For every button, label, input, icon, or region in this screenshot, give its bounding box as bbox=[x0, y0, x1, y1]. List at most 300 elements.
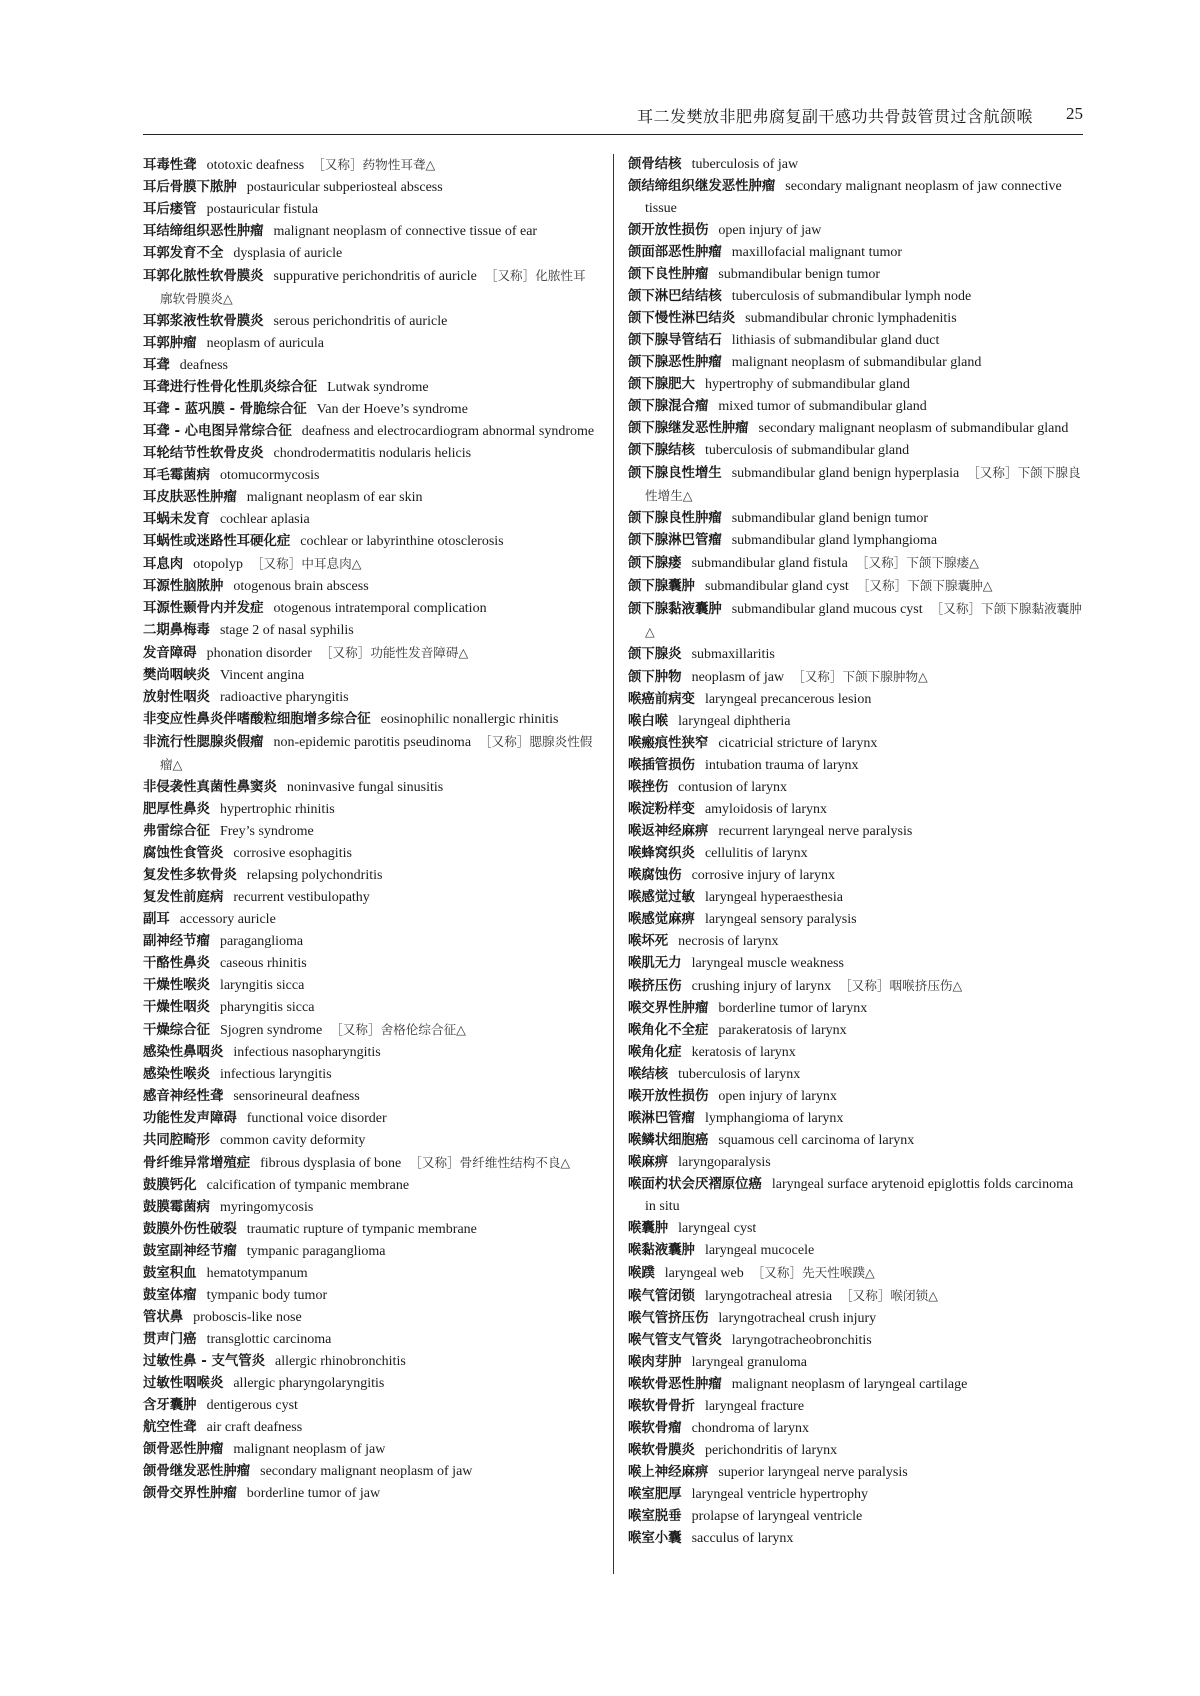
term-chinese: 喉肉芽肿 bbox=[628, 1355, 682, 1370]
term-entry bbox=[628, 1108, 1083, 1130]
term-english: otomucormycosis bbox=[219, 468, 320, 483]
term-synonym-note: ［又称］先天性喉蹼△ bbox=[751, 1265, 875, 1280]
term-entry bbox=[143, 177, 598, 199]
term-english: laryngeal diphtheria bbox=[678, 714, 791, 729]
term-english: otogenous brain abscess bbox=[233, 579, 369, 594]
term-entry bbox=[628, 1330, 1083, 1352]
term-chinese: 喉麻痹 bbox=[628, 1155, 669, 1170]
term-entry bbox=[143, 1329, 598, 1351]
term-english: submandibular gland mucous cyst bbox=[731, 602, 923, 617]
left-column bbox=[143, 154, 598, 1505]
term-english: malignant neoplasm of laryngeal cartilage bbox=[731, 1377, 968, 1392]
term-english: postauricular fistula bbox=[206, 202, 319, 217]
term-chinese: 喉室肥厚 bbox=[628, 1487, 682, 1502]
term-chinese: 颌下腺淋巴管瘤 bbox=[628, 533, 722, 548]
term-english: lithiasis of submandibular gland duct bbox=[731, 333, 940, 348]
term-english: malignant neoplasm of connective tissue of ear bbox=[273, 224, 538, 239]
term-chinese: 喉交界性肿瘤 bbox=[628, 1001, 709, 1016]
term-english: non-epidemic parotitis pseudinoma bbox=[273, 735, 472, 750]
term-english: paraganglioma bbox=[219, 934, 304, 949]
term-entry bbox=[143, 154, 598, 177]
term-english: keratosis of larynx bbox=[691, 1045, 796, 1060]
term-entry bbox=[143, 1108, 598, 1130]
term-chinese: 颌下腺混合瘤 bbox=[628, 399, 709, 414]
term-entry bbox=[143, 1219, 598, 1241]
term-entry bbox=[628, 1042, 1083, 1064]
term-chinese: 喉挤压伤 bbox=[628, 979, 682, 994]
term-entry bbox=[628, 418, 1083, 440]
term-entry bbox=[628, 440, 1083, 462]
term-entry bbox=[143, 887, 598, 909]
term-english: cicatricial stricture of larynx bbox=[718, 736, 878, 751]
term-chinese: 耳郭肿瘤 bbox=[143, 336, 197, 351]
term-english: stage 2 of nasal syphilis bbox=[219, 623, 354, 638]
term-chinese: 颌下腺良性肿瘤 bbox=[628, 511, 722, 526]
term-chinese: 鼓膜霉菌病 bbox=[143, 1200, 210, 1215]
term-english: ototoxic deafness bbox=[206, 158, 305, 173]
term-english: radioactive pharyngitis bbox=[219, 690, 349, 705]
term-chinese: 鼓室副神经节瘤 bbox=[143, 1244, 237, 1259]
term-entry bbox=[143, 931, 598, 953]
term-chinese: 干酪性鼻炎 bbox=[143, 956, 210, 971]
term-chinese: 喉结核 bbox=[628, 1067, 669, 1082]
term-entry bbox=[628, 1285, 1083, 1308]
term-entry bbox=[143, 843, 598, 865]
term-entry bbox=[628, 552, 1083, 575]
term-entry bbox=[628, 887, 1083, 909]
term-chinese: 非侵袭性真菌性鼻窦炎 bbox=[143, 780, 277, 795]
term-entry bbox=[143, 311, 598, 333]
term-english: traumatic rupture of tympanic membrane bbox=[246, 1222, 477, 1237]
term-chinese: 感染性鼻咽炎 bbox=[143, 1045, 224, 1060]
term-entry bbox=[628, 931, 1083, 953]
term-chinese: 副耳 bbox=[143, 912, 170, 927]
term-chinese: 耳蜗性或迷路性耳硬化症 bbox=[143, 534, 291, 549]
term-chinese: 腐蚀性食管炎 bbox=[143, 846, 224, 861]
term-chinese: 颌骨恶性肿瘤 bbox=[143, 1442, 224, 1457]
term-english: laryngeal sensory paralysis bbox=[704, 912, 857, 927]
term-entry bbox=[628, 1528, 1083, 1550]
term-entry bbox=[143, 221, 598, 243]
term-english: transglottic carcinoma bbox=[206, 1332, 332, 1347]
term-english: laryngeal mucocele bbox=[704, 1243, 815, 1258]
term-english: deafness bbox=[179, 358, 228, 373]
term-entry bbox=[143, 997, 598, 1019]
term-english: eosinophilic nonallergic rhinitis bbox=[380, 712, 559, 727]
term-english: borderline tumor of larynx bbox=[718, 1001, 868, 1016]
term-english: laryngeal muscle weakness bbox=[691, 956, 844, 971]
term-entry bbox=[628, 352, 1083, 374]
term-english: tuberculosis of submandibular gland bbox=[704, 443, 910, 458]
term-chinese: 含牙囊肿 bbox=[143, 1398, 197, 1413]
term-english: laryngeal cyst bbox=[678, 1221, 757, 1236]
term-english: recurrent laryngeal nerve paralysis bbox=[718, 824, 913, 839]
term-chinese: 管状鼻 bbox=[143, 1310, 184, 1325]
term-synonym-note: ［又称］中耳息肉△ bbox=[250, 556, 362, 571]
term-chinese: 共同腔畸形 bbox=[143, 1133, 210, 1148]
term-chinese: 颌下淋巴结结核 bbox=[628, 289, 722, 304]
term-chinese: 颌下腺肥大 bbox=[628, 377, 695, 392]
term-entry bbox=[628, 843, 1083, 865]
term-chinese: 感染性喉炎 bbox=[143, 1067, 210, 1082]
term-english: tuberculosis of jaw bbox=[691, 157, 799, 172]
term-entry bbox=[143, 598, 598, 620]
term-english: amyloidosis of larynx bbox=[704, 802, 828, 817]
term-entry bbox=[628, 1086, 1083, 1108]
term-chinese: 颌下腺黏液囊肿 bbox=[628, 602, 722, 617]
term-entry bbox=[143, 509, 598, 531]
term-english: secondary malignant neoplasm of jaw connective tissue bbox=[645, 179, 1062, 216]
term-chinese: 耳聋进行性骨化性肌炎综合征 bbox=[143, 380, 318, 395]
term-chinese: 过敏性咽喉炎 bbox=[143, 1376, 224, 1391]
term-english: accessory auricle bbox=[179, 912, 276, 927]
term-chinese: 过敏性鼻 - 支气管炎 bbox=[143, 1354, 266, 1369]
term-entry bbox=[628, 777, 1083, 799]
term-english: caseous rhinitis bbox=[219, 956, 307, 971]
term-chinese: 耳后骨膜下脓肿 bbox=[143, 180, 237, 195]
term-chinese: 喉鳞状细胞癌 bbox=[628, 1133, 709, 1148]
term-chinese: 鼓膜外伤性破裂 bbox=[143, 1222, 237, 1237]
term-entry bbox=[143, 1152, 598, 1175]
term-chinese: 喉气管闭锁 bbox=[628, 1289, 695, 1304]
term-english: common cavity deformity bbox=[219, 1133, 366, 1148]
term-english: infectious nasopharyngitis bbox=[233, 1045, 381, 1060]
term-chinese: 耳聋 bbox=[143, 358, 170, 373]
term-entry bbox=[628, 953, 1083, 975]
term-english: phonation disorder bbox=[206, 646, 312, 661]
term-entry bbox=[628, 689, 1083, 711]
term-entry bbox=[143, 821, 598, 843]
term-english: borderline tumor of jaw bbox=[246, 1486, 381, 1501]
term-chinese: 耳郭化脓性软骨膜炎 bbox=[143, 269, 264, 284]
term-entry bbox=[628, 799, 1083, 821]
term-entry bbox=[143, 1439, 598, 1461]
term-english: postauricular subperiosteal abscess bbox=[246, 180, 443, 195]
term-chinese: 干燥性咽炎 bbox=[143, 1000, 210, 1015]
term-chinese: 喉感觉过敏 bbox=[628, 890, 695, 905]
term-chinese: 颌下腺结核 bbox=[628, 443, 695, 458]
term-entry bbox=[628, 308, 1083, 330]
term-chinese: 颌下腺囊肿 bbox=[628, 579, 695, 594]
term-chinese: 喉室脱垂 bbox=[628, 1509, 682, 1524]
term-entry bbox=[628, 666, 1083, 689]
term-english: chondrodermatitis nodularis helicis bbox=[273, 446, 472, 461]
term-english: laryngoparalysis bbox=[678, 1155, 771, 1170]
term-entry bbox=[143, 443, 598, 465]
term-english: superior laryngeal nerve paralysis bbox=[718, 1465, 908, 1480]
term-english: laryngeal precancerous lesion bbox=[704, 692, 872, 707]
term-chinese: 喉软骨恶性肿瘤 bbox=[628, 1377, 722, 1392]
term-chinese: 耳源性颞骨内并发症 bbox=[143, 601, 264, 616]
term-entry bbox=[143, 576, 598, 598]
term-chinese: 放射性咽炎 bbox=[143, 690, 210, 705]
term-chinese: 喉气管支气管炎 bbox=[628, 1333, 722, 1348]
term-entry bbox=[143, 487, 598, 509]
term-entry bbox=[628, 286, 1083, 308]
term-english: open injury of jaw bbox=[718, 223, 822, 238]
term-english: recurrent vestibulopathy bbox=[233, 890, 370, 905]
term-entry bbox=[628, 1396, 1083, 1418]
term-entry bbox=[628, 176, 1083, 220]
term-chinese: 航空性聋 bbox=[143, 1420, 197, 1435]
term-synonym-note: ［又称］咽喉挤压伤△ bbox=[839, 978, 963, 993]
term-entry bbox=[143, 1064, 598, 1086]
term-entry bbox=[143, 953, 598, 975]
term-entry bbox=[628, 1484, 1083, 1506]
term-entry bbox=[143, 553, 598, 576]
term-english: functional voice disorder bbox=[246, 1111, 387, 1126]
term-entry bbox=[143, 399, 598, 421]
term-chinese: 骨纤维异常增殖症 bbox=[143, 1156, 251, 1171]
term-synonym-note: ［又称］药物性耳聋△ bbox=[312, 157, 436, 172]
term-english: dysplasia of auricle bbox=[233, 246, 343, 261]
term-entry bbox=[143, 421, 598, 443]
term-english: secondary malignant neoplasm of jaw bbox=[260, 1464, 473, 1479]
term-chinese: 喉气管挤压伤 bbox=[628, 1311, 709, 1326]
header-title: 耳二发樊放非肥弗腐复副干感功共骨鼓管贯过含航颌喉 bbox=[636, 107, 1033, 126]
term-english: malignant neoplasm of jaw bbox=[233, 1442, 386, 1457]
term-entry bbox=[143, 531, 598, 553]
term-chinese: 喉上神经麻痹 bbox=[628, 1465, 709, 1480]
term-english: calcification of tympanic membrane bbox=[206, 1178, 410, 1193]
term-chinese: 喉瘢痕性狭窄 bbox=[628, 736, 709, 751]
term-english: mixed tumor of submandibular gland bbox=[718, 399, 927, 414]
term-chinese: 感音神经性聋 bbox=[143, 1089, 224, 1104]
term-entry bbox=[143, 709, 598, 731]
term-english: tuberculosis of larynx bbox=[678, 1067, 801, 1082]
term-chinese: 非流行性腮腺炎假瘤 bbox=[143, 735, 264, 750]
term-english: tympanic body tumor bbox=[206, 1288, 328, 1303]
term-english: fibrous dysplasia of bone bbox=[260, 1156, 402, 1171]
term-chinese: 喉面杓状会厌褶原位癌 bbox=[628, 1177, 762, 1192]
term-english: allergic pharyngolaryngitis bbox=[233, 1376, 385, 1391]
term-entry bbox=[628, 598, 1083, 644]
term-chinese: 耳轮结节性软骨皮炎 bbox=[143, 446, 264, 461]
term-chinese: 耳结缔组织恶性肿瘤 bbox=[143, 224, 264, 239]
term-english: contusion of larynx bbox=[678, 780, 788, 795]
term-chinese: 喉坏死 bbox=[628, 934, 669, 949]
term-entry bbox=[628, 1418, 1083, 1440]
term-chinese: 颌骨继发恶性肿瘤 bbox=[143, 1464, 251, 1479]
term-chinese: 干燥性喉炎 bbox=[143, 978, 210, 993]
term-english: prolapse of laryngeal ventricle bbox=[691, 1509, 863, 1524]
term-entry bbox=[143, 243, 598, 265]
term-entry bbox=[143, 265, 598, 311]
term-entry bbox=[628, 1020, 1083, 1042]
term-english: Lutwak syndrome bbox=[327, 380, 429, 395]
term-synonym-note: ［又称］喉闭锁△ bbox=[840, 1288, 938, 1303]
term-english: sacculus of larynx bbox=[691, 1531, 794, 1546]
term-english: air craft deafness bbox=[206, 1420, 303, 1435]
term-english: laryngeal web bbox=[664, 1266, 744, 1281]
term-synonym-note: ［又称］化脓性耳廓软骨膜炎△ bbox=[160, 268, 586, 306]
term-entry bbox=[628, 530, 1083, 552]
term-chinese: 耳毛霉菌病 bbox=[143, 468, 210, 483]
term-entry bbox=[143, 642, 598, 665]
term-english: laryngotracheobronchitis bbox=[731, 1333, 872, 1348]
term-synonym-note: ［又称］下颌下腺瘘△ bbox=[855, 555, 979, 570]
term-chinese: 樊尚咽峡炎 bbox=[143, 668, 210, 683]
term-chinese: 鼓室体瘤 bbox=[143, 1288, 197, 1303]
term-chinese: 喉肌无力 bbox=[628, 956, 682, 971]
term-chinese: 喉角化症 bbox=[628, 1045, 682, 1060]
term-english: open injury of larynx bbox=[718, 1089, 837, 1104]
term-chinese: 喉黏液囊肿 bbox=[628, 1243, 695, 1258]
term-entry bbox=[628, 1174, 1083, 1218]
term-chinese: 鼓膜钙化 bbox=[143, 1178, 197, 1193]
term-entry bbox=[628, 865, 1083, 887]
running-header bbox=[143, 100, 1083, 135]
term-entry bbox=[143, 377, 598, 399]
term-chinese: 颌结缔组织继发恶性肿瘤 bbox=[628, 179, 776, 194]
term-english: suppurative perichondritis of auricle bbox=[273, 269, 477, 284]
term-entry bbox=[628, 1152, 1083, 1174]
term-chinese: 喉插管损伤 bbox=[628, 758, 695, 773]
term-entry bbox=[143, 1373, 598, 1395]
term-english: corrosive injury of larynx bbox=[691, 868, 836, 883]
term-chinese: 复发性前庭病 bbox=[143, 890, 224, 905]
term-chinese: 喉淋巴管瘤 bbox=[628, 1111, 695, 1126]
term-chinese: 二期鼻梅毒 bbox=[143, 623, 210, 638]
term-chinese: 耳息肉 bbox=[143, 557, 184, 572]
term-entry bbox=[143, 1351, 598, 1373]
term-chinese: 颌开放性损伤 bbox=[628, 223, 709, 238]
term-entry bbox=[143, 1130, 598, 1152]
term-chinese: 发音障碍 bbox=[143, 646, 197, 661]
term-english: laryngeal granuloma bbox=[691, 1355, 808, 1370]
term-entry bbox=[628, 220, 1083, 242]
term-entry bbox=[143, 1241, 598, 1263]
term-chinese: 喉蜂窝织炎 bbox=[628, 846, 695, 861]
term-chinese: 颌下腺继发恶性肿瘤 bbox=[628, 421, 749, 436]
term-english: sensorineural deafness bbox=[233, 1089, 360, 1104]
term-english: laryngotracheal crush injury bbox=[718, 1311, 877, 1326]
term-entry bbox=[628, 154, 1083, 176]
term-chinese: 颌下腺炎 bbox=[628, 647, 682, 662]
term-entry bbox=[628, 396, 1083, 418]
term-english: hematotympanum bbox=[206, 1266, 308, 1281]
term-english: deafness and electrocardiogram abnormal syndrome bbox=[301, 424, 595, 439]
term-entry bbox=[143, 355, 598, 377]
term-entry bbox=[143, 465, 598, 487]
term-english: secondary malignant neoplasm of submandibular gland bbox=[758, 421, 1069, 436]
term-entry bbox=[628, 1240, 1083, 1262]
term-chinese: 贯声门癌 bbox=[143, 1332, 197, 1347]
term-chinese: 鼓室积血 bbox=[143, 1266, 197, 1281]
term-chinese: 喉感觉麻痹 bbox=[628, 912, 695, 927]
term-chinese: 喉角化不全症 bbox=[628, 1023, 709, 1038]
term-entry bbox=[143, 909, 598, 931]
term-english: submandibular chronic lymphadenitis bbox=[745, 311, 957, 326]
term-english: perichondritis of larynx bbox=[704, 1443, 838, 1458]
term-english: maxillofacial malignant tumor bbox=[731, 245, 903, 260]
term-english: neoplasm of auricula bbox=[206, 336, 324, 351]
column-divider bbox=[613, 154, 614, 1574]
term-chinese: 肥厚性鼻炎 bbox=[143, 802, 210, 817]
term-english: intubation trauma of larynx bbox=[704, 758, 859, 773]
term-chinese: 耳郭浆液性软骨膜炎 bbox=[143, 314, 264, 329]
term-english: Van der Hoeve’s syndrome bbox=[316, 402, 468, 417]
term-chinese: 颌下肿物 bbox=[628, 670, 682, 685]
term-entry bbox=[628, 462, 1083, 508]
term-english: infectious laryngitis bbox=[219, 1067, 332, 1082]
term-chinese: 耳源性脑脓肿 bbox=[143, 579, 224, 594]
term-english: submandibular gland benign tumor bbox=[731, 511, 929, 526]
term-entry bbox=[143, 865, 598, 887]
term-entry bbox=[628, 909, 1083, 931]
term-entry bbox=[628, 1506, 1083, 1528]
term-entry bbox=[628, 711, 1083, 733]
term-entry bbox=[143, 1307, 598, 1329]
term-entry bbox=[143, 1395, 598, 1417]
term-entry bbox=[628, 755, 1083, 777]
term-entry bbox=[628, 1440, 1083, 1462]
term-chinese: 喉白喉 bbox=[628, 714, 669, 729]
term-chinese: 喉淀粉样变 bbox=[628, 802, 695, 817]
term-english: myringomycosis bbox=[219, 1200, 314, 1215]
term-chinese: 喉蹼 bbox=[628, 1266, 655, 1281]
term-chinese: 副神经节瘤 bbox=[143, 934, 210, 949]
term-english: cochlear aplasia bbox=[219, 512, 310, 527]
term-english: neoplasm of jaw bbox=[691, 670, 785, 685]
term-english: dentigerous cyst bbox=[206, 1398, 298, 1413]
term-entry bbox=[628, 1374, 1083, 1396]
term-entry bbox=[143, 731, 598, 777]
term-entry bbox=[628, 975, 1083, 998]
term-synonym-note: ［又称］下颌下腺良性增生△ bbox=[645, 465, 1081, 503]
term-chinese: 喉室小囊 bbox=[628, 1531, 682, 1546]
term-chinese: 喉返神经麻痹 bbox=[628, 824, 709, 839]
term-entry bbox=[143, 777, 598, 799]
term-english: laryngitis sicca bbox=[219, 978, 305, 993]
term-english: pharyngitis sicca bbox=[219, 1000, 315, 1015]
term-entry bbox=[628, 1130, 1083, 1152]
term-chinese: 颌下腺恶性肿瘤 bbox=[628, 355, 722, 370]
term-english: Sjogren syndrome bbox=[219, 1023, 323, 1038]
term-entry bbox=[628, 374, 1083, 396]
term-chinese: 颌下腺良性增生 bbox=[628, 466, 722, 481]
term-english: malignant neoplasm of submandibular gland bbox=[731, 355, 982, 370]
term-entry bbox=[628, 575, 1083, 598]
term-synonym-note: ［又称］下颌下腺囊肿△ bbox=[856, 578, 993, 593]
term-entry bbox=[628, 1462, 1083, 1484]
term-synonym-note: ［又称］功能性发音障碍△ bbox=[319, 645, 469, 660]
term-chinese: 功能性发声障碍 bbox=[143, 1111, 237, 1126]
term-entry bbox=[628, 644, 1083, 666]
term-synonym-note: ［又称］舍格伦综合征△ bbox=[330, 1022, 466, 1037]
term-english: crushing injury of larynx bbox=[691, 979, 832, 994]
term-english: laryngeal ventricle hypertrophy bbox=[691, 1487, 869, 1502]
term-chinese: 耳聋 - 蓝巩膜 - 骨脆综合征 bbox=[143, 402, 307, 417]
term-entry bbox=[628, 1064, 1083, 1086]
term-chinese: 喉腐蚀伤 bbox=[628, 868, 682, 883]
term-english: chondroma of larynx bbox=[691, 1421, 809, 1436]
term-chinese: 颌面部恶性肿瘤 bbox=[628, 245, 722, 260]
term-entry bbox=[143, 665, 598, 687]
term-synonym-note: ［又称］下颌下腺肿物△ bbox=[792, 669, 928, 684]
term-entry bbox=[628, 330, 1083, 352]
term-chinese: 喉囊肿 bbox=[628, 1221, 669, 1236]
term-entry bbox=[143, 1197, 598, 1219]
term-english: submandibular gland cyst bbox=[704, 579, 849, 594]
term-english: necrosis of larynx bbox=[678, 934, 779, 949]
term-english: noninvasive fungal sinusitis bbox=[286, 780, 444, 795]
term-chinese: 喉开放性损伤 bbox=[628, 1089, 709, 1104]
term-english: submandibular gland benign hyperplasia bbox=[731, 466, 960, 481]
term-english: laryngeal hyperaesthesia bbox=[704, 890, 843, 905]
term-entry bbox=[628, 508, 1083, 530]
term-entry bbox=[143, 620, 598, 642]
